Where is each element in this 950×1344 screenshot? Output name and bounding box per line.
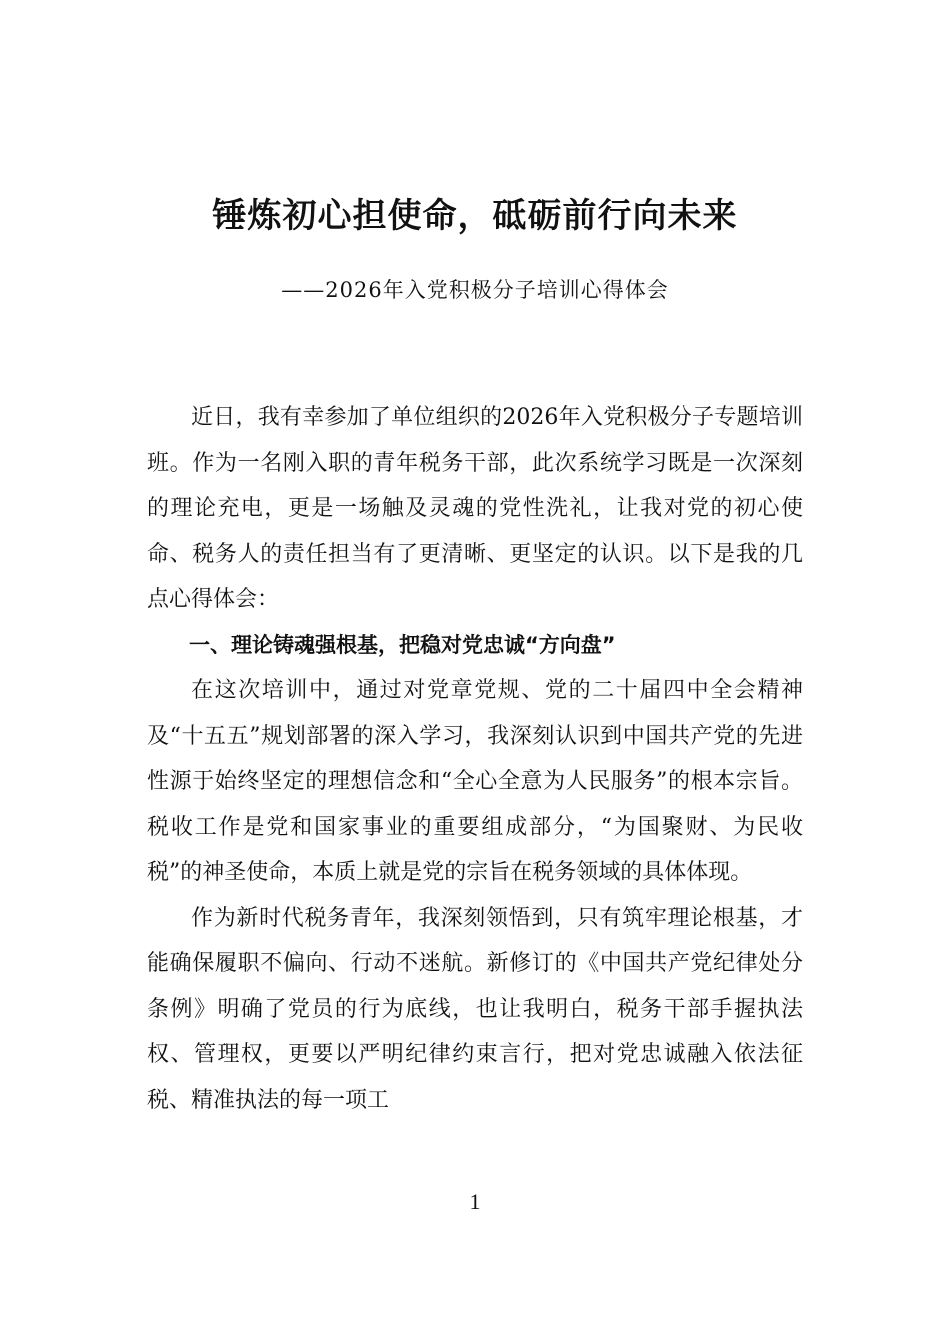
section-heading: 一、理论铸魂强根基，把稳对党忠诚“方向盘” [189,632,616,657]
document-title: 锤炼初心担使命，砥砺前行向未来 [212,196,738,236]
paragraph: 作为新时代税务青年，我深刻领悟到，只有筑牢理论根基，才能确保履职不偏向、行动不迷航。新修订的《中国共产党纪律处分条例》明确了党员的行为底线，也让我明白，税务干部手握执法权、管理权，更要以严明纪律约束言行，把对党忠诚融入依法征税、精准执法的每一项工 [147,905,803,1113]
paragraph-intro: 近日，我有幸参加了单位组织的2026年入党积极分子专题培训班。作为一名刚入职的青年税务干部，此次系统学习既是一次深刻的理论充电，更是一场触及灵魂的党性洗礼，让我对党的初心使命、税务人的责任担当有了更清晰、更坚定的认识。以下是我的几点心得体会： [147,405,803,612]
document-body [147,395,803,1123]
paragraph: 在这次培训中，通过对党章党规、党的二十届四中全会精神及“十五五”规划部署的深入学习，我深刻认识到中国共产党的先进性源于始终坚定的理想信念和“全心全意为人民服务”的根本宗旨。税收工作是党和国家事业的重要组成部分，“为国聚财、为民收税”的神圣使命，本质上就是党的宗旨在税务领域的具体体现。 [147,678,803,885]
page-number: 1 [469,1189,481,1214]
document-subtitle: ——2026年入党积极分子培训心得体会 [281,278,669,302]
